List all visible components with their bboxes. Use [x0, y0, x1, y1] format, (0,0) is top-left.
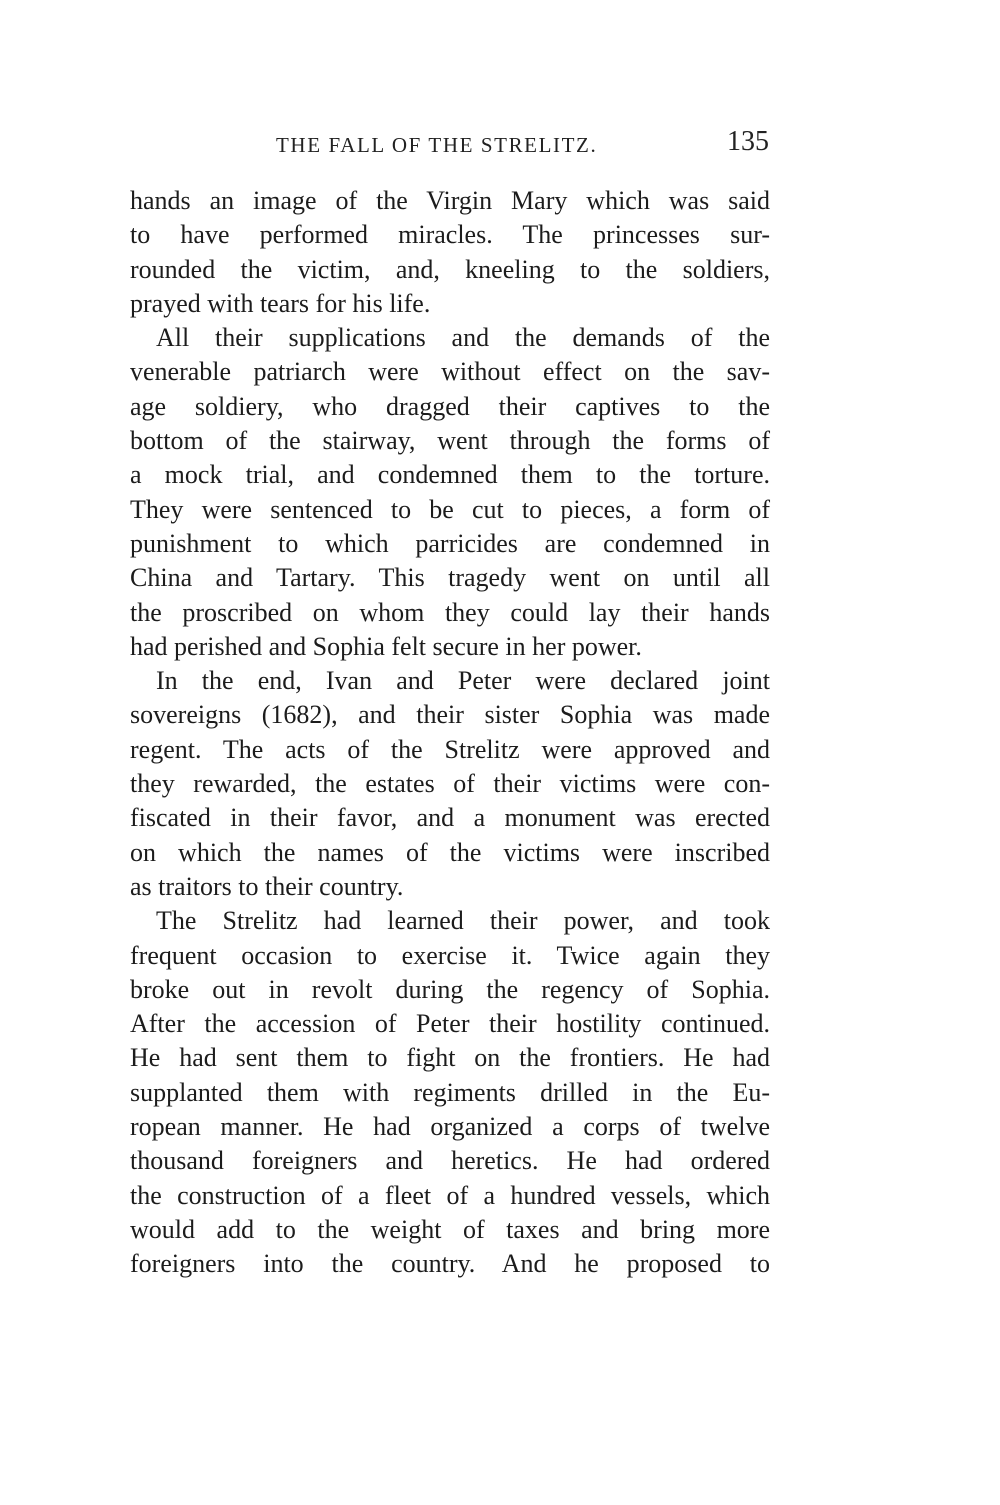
text-line: sovereigns (1682), and their sister Sophia was made [130, 700, 770, 730]
paragraph-start-line: All their supplications and the demands of the [156, 323, 770, 353]
text-line: frequent occasion to exercise it. Twice again they [130, 940, 770, 970]
text-line: a mock trial, and condemned them to the torture. [130, 460, 770, 490]
paragraph-start-line: In the end, Ivan and Peter were declared joint [156, 666, 770, 696]
text-line: They were sentenced to be cut to pieces, a form of [130, 494, 770, 524]
text-line: as traitors to their country. [130, 871, 404, 901]
text-line: the construction of a fleet of a hundred vessels, which [130, 1180, 770, 1210]
page-number: 135 [727, 126, 769, 157]
text-line: bottom of the stairway, went through the forms of [130, 426, 770, 456]
paragraph-start-line: The Strelitz had learned their power, and took [156, 906, 770, 936]
text-line: had perished and Sophia felt secure in her power. [130, 631, 642, 661]
text-line: ropean manner. He had organized a corps of twelve [130, 1112, 770, 1142]
text-line: China and Tartary. This tragedy went on until all [130, 563, 770, 593]
text-line: the proscribed on whom they could lay their hands [130, 597, 770, 627]
text-line: thousand foreigners and heretics. He had ordered [130, 1146, 770, 1176]
text-line: rounded the victim, and, kneeling to the soldiers, [130, 254, 770, 284]
text-line: After the accession of Peter their hostility continued. [130, 1009, 770, 1039]
running-head: THE FALL OF THE STRELITZ. [276, 133, 598, 157]
body-text [130, 184, 770, 1282]
text-line: to have performed miracles. The princesses sur- [130, 220, 770, 250]
text-line: supplanted them with regiments drilled in the Eu- [130, 1077, 770, 1107]
text-line: on which the names of the victims were inscribed [130, 837, 770, 867]
text-line: age soldiery, who dragged their captives to the [130, 391, 770, 421]
text-line: fiscated in their favor, and a monument was erected [130, 803, 770, 833]
text-line: they rewarded, the estates of their victims were con- [130, 769, 770, 799]
text-line: venerable patriarch were without effect on the sav- [130, 357, 770, 387]
text-line: punishment to which parricides are condemned in [130, 528, 770, 558]
text-line: would add to the weight of taxes and bring more [130, 1214, 770, 1244]
text-line: foreigners into the country. And he proposed to [130, 1249, 770, 1279]
text-line: He had sent them to fight on the frontiers. He had [130, 1043, 770, 1073]
text-line: prayed with tears for his life. [130, 288, 431, 318]
text-line: broke out in revolt during the regency of Sophia. [130, 974, 770, 1004]
text-line: hands an image of the Virgin Mary which was said [130, 186, 770, 215]
text-line: regent. The acts of the Strelitz were approved and [130, 734, 770, 764]
